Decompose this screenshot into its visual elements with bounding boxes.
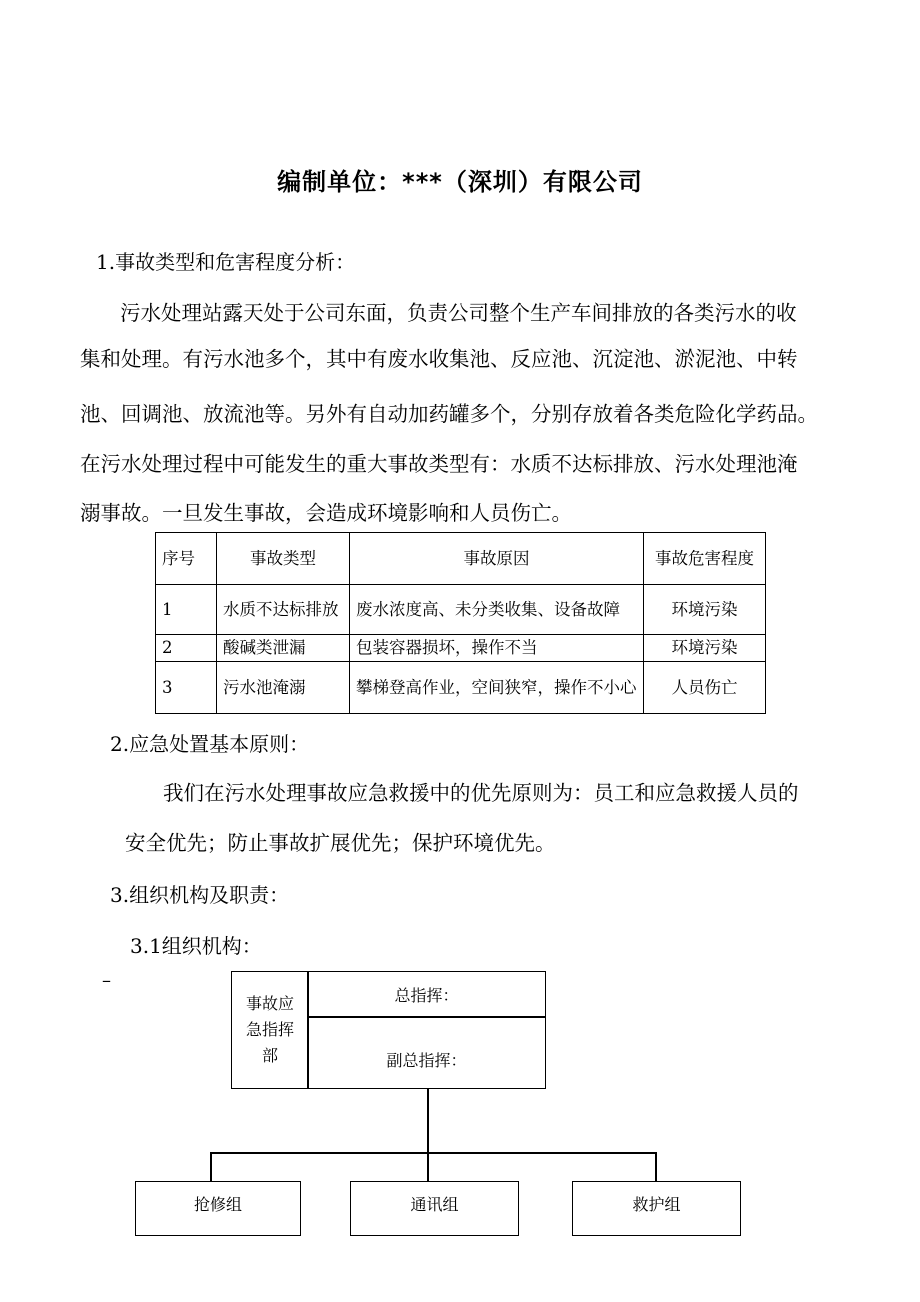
header-no: 序号 — [156, 533, 217, 585]
org-connector-horizontal — [210, 1152, 656, 1154]
org-chief-label: 总指挥： — [394, 986, 459, 1005]
org-group-comm-box — [350, 1181, 519, 1236]
accident-table — [155, 532, 766, 714]
section-1-heading: 1.事故类型和危害程度分析： — [96, 250, 356, 274]
row-no: 3 — [156, 662, 217, 714]
document-title: 编制单位：***（深圳）有限公司 — [277, 168, 643, 196]
org-group-label: 救护组 — [632, 1195, 681, 1214]
row-no: 1 — [156, 585, 217, 635]
row-type: 污水池淹溺 — [217, 662, 350, 714]
org-connector-right — [655, 1152, 657, 1182]
org-connector-vertical — [427, 1089, 429, 1153]
section-2-heading: 2.应急处置基本原则： — [110, 732, 310, 756]
row-type: 水质不达标排放 — [217, 585, 350, 635]
org-group-rescue-box — [572, 1181, 741, 1236]
row-harm: 人员伤亡 — [644, 662, 766, 714]
section-1-line-1: 污水处理站露天处于公司东面，负责公司整个生产车间排放的各类污水的收 — [120, 301, 797, 325]
row-no: 2 — [156, 635, 217, 662]
org-connector-left — [210, 1152, 212, 1182]
row-cause: 攀梯登高作业，空间狭窄，操作不小心 — [350, 662, 644, 714]
table-row — [156, 585, 766, 635]
org-hq-label: 事故应急指挥部 — [245, 994, 294, 1065]
section-3-heading: 3.组织机构及职责： — [110, 883, 290, 907]
table-row — [156, 662, 766, 714]
header-harm: 事故危害程度 — [644, 533, 766, 585]
org-group-label: 抢修组 — [193, 1195, 242, 1214]
header-type: 事故类型 — [217, 533, 350, 585]
section-1-line-3: 池、回调池、放流池等。另外有自动加药罐多个，分别存放着各类危险化学药品。 — [80, 402, 818, 426]
row-harm: 环境污染 — [644, 585, 766, 635]
org-group-label: 通讯组 — [410, 1195, 459, 1214]
row-cause: 包装容器损坏，操作不当 — [350, 635, 644, 662]
org-deputy-label: 副总指挥： — [386, 1051, 467, 1070]
section-3-1-heading: 3.1组织机构： — [130, 934, 262, 958]
table-header-row — [156, 533, 766, 585]
section-1-line-2: 集和处理。有污水池多个，其中有废水收集池、反应池、沉淀池、淤泥池、中转 — [80, 347, 798, 371]
section-2-line-1: 我们在污水处理事故应急救援中的优先原则为：员工和应急救援人员的 — [163, 781, 799, 805]
row-type: 酸碱类泄漏 — [217, 635, 350, 662]
section-1-line-5: 溺事故。一旦发生事故，会造成环境影响和人员伤亡。 — [80, 501, 572, 525]
header-cause: 事故原因 — [350, 533, 644, 585]
org-chief-box — [307, 971, 546, 1018]
org-deputy-box — [307, 1016, 546, 1089]
section-2-line-2: 安全优先；防止事故扩展优先；保护环境优先。 — [125, 831, 556, 855]
stray-dash: – — [102, 970, 111, 991]
row-harm: 环境污染 — [644, 635, 766, 662]
org-group-repair-box — [135, 1181, 301, 1236]
org-hq-box — [231, 971, 309, 1089]
org-connector-middle — [427, 1152, 429, 1182]
row-cause: 废水浓度高、未分类收集、设备故障 — [350, 585, 644, 635]
table-row — [156, 635, 766, 662]
section-1-line-4: 在污水处理过程中可能发生的重大事故类型有：水质不达标排放、污水处理池淹 — [80, 452, 798, 476]
